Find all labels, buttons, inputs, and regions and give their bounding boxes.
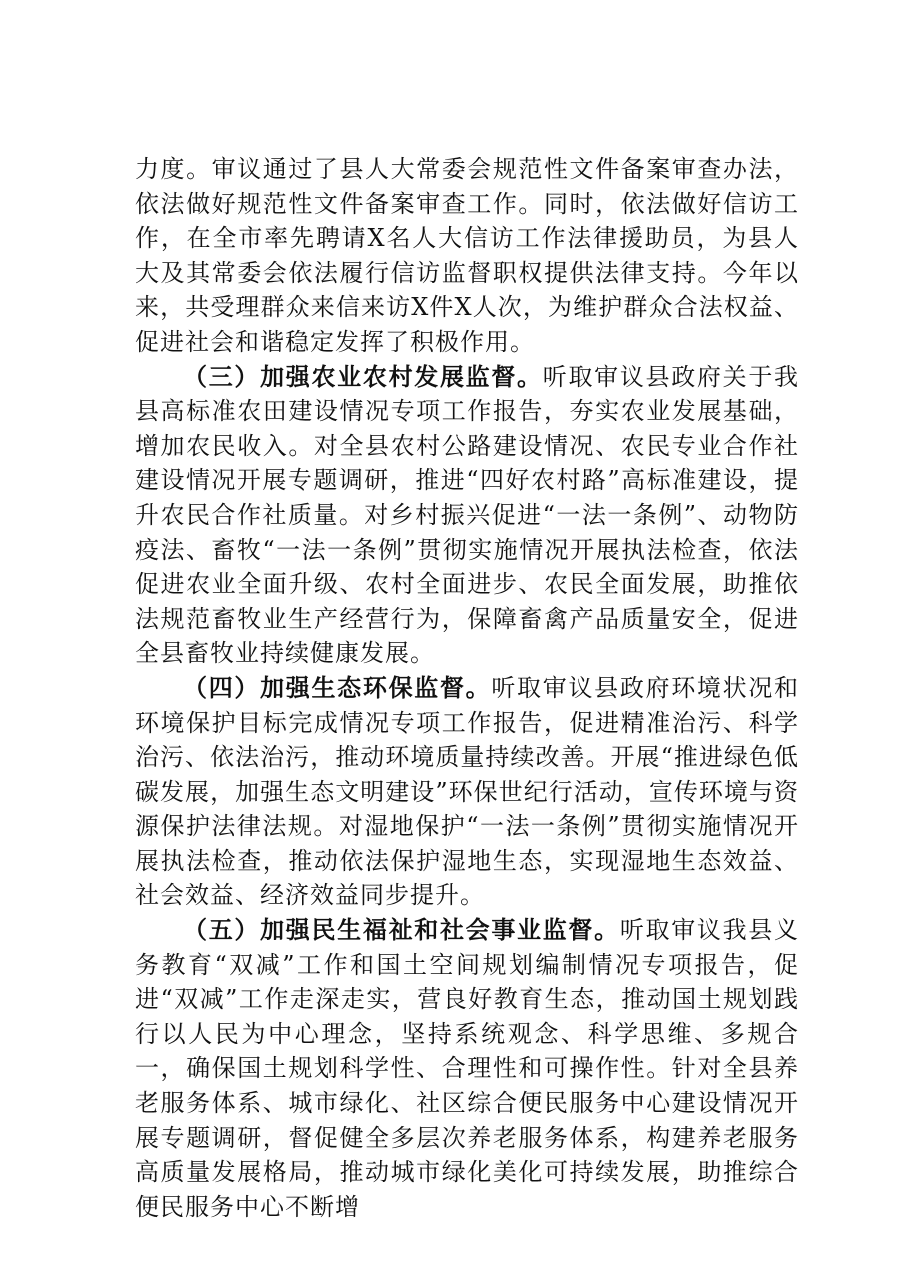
paragraph-body: 力度。审议通过了县人大常委会规范性文件备案审查办法，依法做好规范性文件备案审查工作。同时，依法做好信访工作，在全市率先聘请X名人大信访工作法律援助员，为县人大及其常委会依法履行信访监督职权提供法律支持。今年以来，共受理群众来信来访X件X人次，为维护群众合法权益、促进社会和谐稳定发挥了积极作用。 xyxy=(135,155,799,356)
paragraph-body: 听取审议我县义务教育“双减”工作和国土空间规划编制情况专项报告，促进“双减”工作走深走实，营良好教育生态，推动国土规划践行以人民为中心理念，坚持系统观念、科学思维、多规合一，确保国土规划科学性、合理性和可操作性。针对全县养老服务体系、城市绿化、社区综合便民服务中心建设情况开展专题调研，督促健全多层次养老服务体系，构建养老服务高质量发展格局，推动城市绿化美化可持续发展，助推综合便民服务中心不断增 xyxy=(135,916,800,1221)
paragraph-legal-work xyxy=(135,152,799,360)
document-body xyxy=(135,152,799,1224)
paragraph-ecology-supervision xyxy=(135,671,799,913)
paragraph-agriculture-supervision xyxy=(135,360,799,671)
paragraph-body: 听取审议县政府关于我县高标准农田建设情况专项工作报告，夯实农业发展基础，增加农民收入。对全县农村公路建设情况、农民专业合作社建设情况开展专题调研，推进“四好农村路”高标准建设，提升农民合作社质量。对乡村振兴促进“一法一条例”、动物防疫法、畜牧“一法一条例”贯彻实施情况开展执法检查，依法促进农业全面升级、农村全面进步、农民全面发展，助推依法规范畜牧业生产经营行为，保障畜禽产品质量安全，促进全县畜牧业持续健康发展。 xyxy=(135,362,800,668)
section-heading-3: （三）加强农业农村发展监督。 xyxy=(183,361,543,391)
section-heading-4: （四）加强生态环保监督。 xyxy=(183,672,492,702)
paragraph-livelihood-supervision xyxy=(135,913,799,1224)
section-heading-5: （五）加强民生福祉和社会事业监督。 xyxy=(183,915,620,945)
paragraph-body: 听取审议县政府环境状况和环境保护目标完成情况专项工作报告，促进精准治污、科学治污、依法治污，推动环境质量持续改善。开展“推进绿色低碳发展，加强生态文明建设”环保世纪行活动，宣传环境与资源保护法律法规。对湿地保护“一法一条例”贯彻实施情况开展执法检查，推动依法保护湿地生态，实现湿地生态效益、社会效益、经济效益同步提升。 xyxy=(135,673,800,910)
